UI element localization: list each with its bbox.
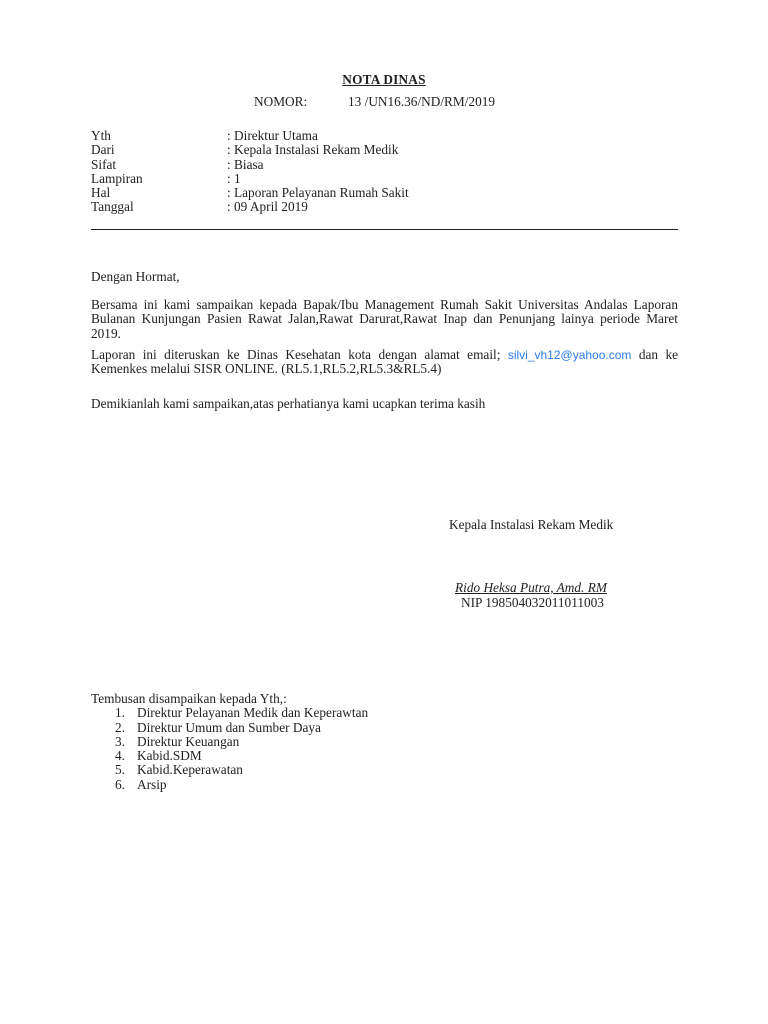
meta-row-dari: [91, 143, 409, 157]
cc-section: [91, 692, 678, 792]
list-item: [91, 706, 678, 720]
list-number: 1.: [115, 705, 125, 721]
nomor-value: 13 /UN16.36/ND/RM/2019: [348, 94, 496, 109]
cc-intro: Tembusan disampaikan kepada Yth,:: [91, 691, 287, 706]
meta-value: : Biasa: [227, 158, 264, 172]
meta-value: : 1: [227, 172, 241, 186]
closing-sentence: Demikianlah kami sampaikan,atas perhatianya kami ucapkan terima kasih: [91, 396, 486, 411]
signature-position: Kepala Instalasi Rekam Medik: [449, 517, 614, 532]
meta-value: : Kepala Instalasi Rekam Medik: [227, 143, 398, 157]
meta-row-sifat: [91, 158, 409, 172]
meta-key: Dari: [91, 142, 115, 158]
list-item: [91, 735, 678, 749]
meta-value: : Laporan Pelayanan Rumah Sakit: [227, 186, 409, 200]
paragraph-forward: [91, 348, 678, 377]
paragraph-forward-text: Laporan ini diteruskan ke Dinas Kesehatan kota dengan alamat email;: [91, 347, 501, 362]
list-text: Kabid.SDM: [137, 748, 202, 764]
email-link[interactable]: silvi_vh12@yahoo.com: [507, 348, 632, 362]
meta-value: : Direktur Utama: [227, 129, 318, 143]
list-number: 2.: [115, 719, 125, 735]
paragraph-report: Bersama ini kami sampaikan kepada Bapak/Ibu Management Rumah Sakit Universitas Andalas Laporan Bulanan Kunjungan Pasien Rawat Jalan,Rawat Darurat,Rawat Inap dan Penunjang lainya periode Maret 2019.: [91, 297, 678, 341]
meta-row-yth: [91, 129, 409, 143]
meta-value: : 09 April 2019: [227, 200, 308, 214]
meta-key: Lampiran: [91, 170, 143, 186]
meta-row-hal: [91, 186, 409, 200]
list-item: [91, 749, 678, 763]
header-divider: [91, 229, 678, 230]
document-title: NOTA DINAS: [342, 72, 426, 87]
nomor-label: NOMOR:: [254, 94, 308, 109]
signature-name: Rido Heksa Putra, Amd. RM: [455, 580, 607, 595]
list-text: Direktur Keuangan: [137, 733, 240, 749]
meta-key: Hal: [91, 185, 111, 201]
list-number: 4.: [115, 748, 125, 764]
list-text: Direktur Pelayanan Medik dan Keperawtan: [137, 705, 369, 721]
document-number: [254, 94, 495, 110]
list-number: 3.: [115, 733, 125, 749]
memo-header-fields: [91, 129, 409, 215]
list-text: Kabid.Keperawatan: [137, 762, 243, 778]
list-item: [91, 763, 678, 777]
list-text: Direktur Umum dan Sumber Daya: [137, 719, 321, 735]
list-number: 6.: [115, 776, 125, 792]
meta-key: Sifat: [91, 156, 117, 172]
paragraph-forward-text-cont: dan ke Kemenkes melalui SISR ONLINE. (RL5.1,RL5.2,RL5.3&RL5.4): [91, 347, 678, 377]
list-number: 5.: [115, 762, 125, 778]
list-item: [91, 721, 678, 735]
meta-row-lampiran: [91, 172, 409, 186]
meta-key: Tanggal: [91, 199, 134, 215]
signature-nip: NIP 198504032011011003: [461, 595, 604, 610]
cc-list: [91, 706, 678, 792]
meta-key: Yth: [91, 128, 111, 143]
list-text: Arsip: [137, 776, 167, 792]
greeting: Dengan Hormat,: [91, 269, 180, 284]
meta-row-tanggal: [91, 200, 409, 214]
list-item: [91, 778, 678, 792]
